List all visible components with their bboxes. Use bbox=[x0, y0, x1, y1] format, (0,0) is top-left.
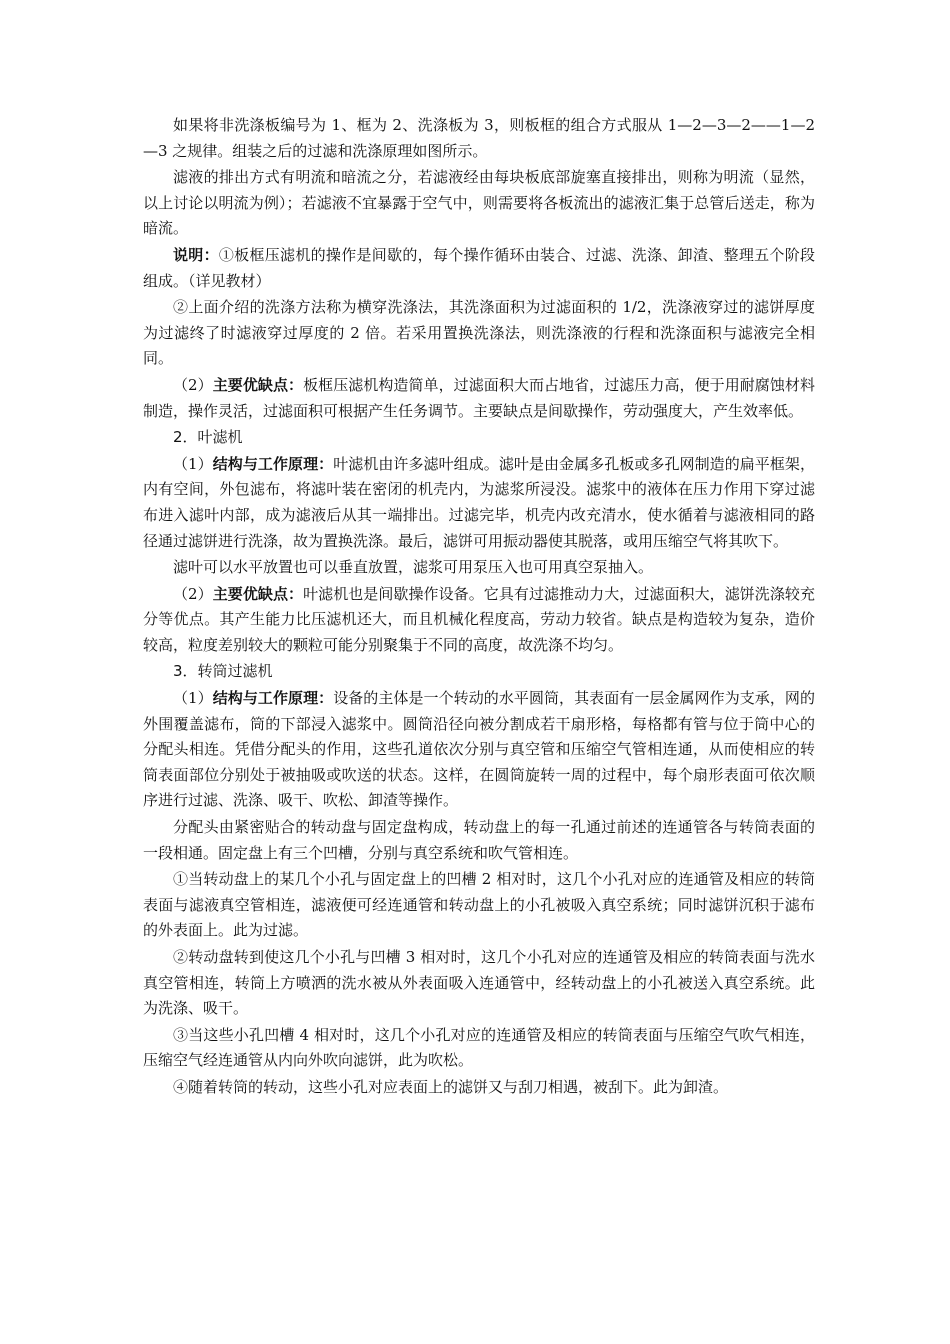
structure-label: 结构与工作原理： bbox=[212, 689, 334, 708]
item-number: （1） bbox=[173, 689, 213, 708]
paragraph-washing-method: ②上面介绍的洗涤方法称为横穿洗涤法，其洗涤面积为过滤面积的 1/2，洗涤液穿过的滤饼厚度为过滤终了时滤液穿过厚度的 2 倍。若采用置换洗涤法，则洗涤液的行程和洗涤面积与滤液完全相同。 bbox=[143, 298, 815, 368]
paragraph-plate-numbering: 如果将非洗涤板编号为 1、框为 2、洗涤板为 3，则板框的组合方式服从 1—2—3—2——1—2—3 之规律。组装之后的过滤和洗涤原理如图所示。 bbox=[143, 116, 815, 160]
paragraph-plate-frame-pros-cons bbox=[143, 373, 815, 424]
note-label: 说明： bbox=[173, 245, 219, 264]
structure-text: 设备的主体是一个转动的水平圆筒，其表面有一层金属网作为支承，网的外围覆盖滤布，筒的下部浸入滤浆中。圆筒沿径向被分割成若干扇形格，每格都有管与位于筒中心的分配头相连。凭借分配头的作用，这些孔道依次分别与真空管和压缩空气管相连通，从而使相应的转筒表面部位分别处于被抽吸或吹送的状态。这样，在圆筒旋转一周的过程中，每个扇形表面可依次顺序进行过滤、洗涤、吸干、吹松、卸渣等操作。 bbox=[143, 689, 815, 810]
paragraph-leaf-placement: 滤叶可以水平放置也可以垂直放置，滤浆可用泵压入也可用真空泵抽入。 bbox=[173, 558, 654, 577]
structure-label: 结构与工作原理： bbox=[212, 454, 334, 473]
item-number: （2） bbox=[173, 375, 213, 394]
paragraph-step-washing: ②转动盘转到使这几个小孔与凹槽 3 相对时，这几个小孔对应的连通管及相应的转筒表面与洗水真空管相连，转筒上方喷洒的洗水被从外表面吸入连通管中，经转动盘上的小孔被送入真空系统。此为洗涤、吸干。 bbox=[143, 948, 815, 1018]
pros-cons-label: 主要优缺点： bbox=[212, 584, 304, 603]
paragraph-note-operation bbox=[143, 243, 815, 294]
paragraph-filtrate-discharge: 滤液的排出方式有明流和暗流之分，若滤液经由每块板底部旋塞直接排出，则称为明流（显然，以上讨论以明流为例）；若滤液不宜暴露于空气中，则需要将各板流出的滤液汇集于总管后送走，称为暗流。 bbox=[143, 168, 815, 238]
pros-cons-text: 叶滤机也是间歇操作设备。它具有过滤推动力大，过滤面积大，滤饼洗涤较充分等优点。其产生能力比压滤机还大，而且机械化程度高，劳动力较省。缺点是构造较为复杂，造价较高，粒度差别较大的颗粒可能分别聚集于不同的高度，故洗涤不均匀。 bbox=[143, 584, 815, 654]
document-page bbox=[143, 113, 815, 1101]
paragraph-distributor-head: 分配头由紧密贴合的转动盘与固定盘构成，转动盘上的每一孔通过前述的连通管各与转筒表面的一段相通。固定盘上有三个凹槽，分别与真空系统和吹气管相连。 bbox=[143, 818, 815, 862]
paragraph-leaf-filter-structure bbox=[143, 452, 815, 554]
paragraph-drum-filter-structure bbox=[143, 686, 815, 814]
item-number: （1） bbox=[173, 454, 213, 473]
paragraph-step-filtration: ①当转动盘上的某几个小孔与固定盘上的凹槽 2 相对时，这几个小孔对应的连通管及相应的转筒表面与滤液真空管相连，滤液便可经连通管和转动盘上的小孔被吸入真空系统；同时滤饼沉积于滤布的外表面上。此为过滤。 bbox=[143, 870, 815, 940]
paragraph-step-blowing: ③当这些小孔凹槽 4 相对时，这几个小孔对应的连通管及相应的转筒表面与压缩空气吹气相连，压缩空气经连通管从内向外吹向滤饼，此为吹松。 bbox=[143, 1025, 815, 1070]
pros-cons-text: 板框压滤机构造简单，过滤面积大而占地省，过滤压力高，便于用耐腐蚀材料制造，操作灵活，过滤面积可根据产生任务调节。主要缺点是间歇操作，劳动强度大，产生效率低。 bbox=[143, 375, 815, 420]
paragraph-leaf-filter-pros-cons bbox=[143, 582, 815, 659]
pros-cons-label: 主要优缺点： bbox=[212, 375, 304, 394]
item-number: （2） bbox=[173, 584, 213, 603]
section-heading-drum-filter: 3．转筒过滤机 bbox=[173, 662, 273, 681]
paragraph-step-discharge: ④随着转筒的转动，这些小孔对应表面上的滤饼又与刮刀相遇，被刮下。此为卸渣。 bbox=[173, 1077, 729, 1096]
structure-text: 叶滤机由许多滤叶组成。滤叶是由金属多孔板或多孔网制造的扁平框架，内有空间，外包滤布，将滤叶装在密闭的机壳内，为滤浆所浸没。滤浆中的液体在压力作用下穿过滤布进入滤叶内部，成为滤液后从其一端排出。过滤完毕，机壳内改充清水，使水循着与滤液相同的路径通过滤饼进行洗涤，故为置换洗涤。最后，滤饼可用振动器使其脱落，或用压缩空气将其吹下。 bbox=[143, 454, 815, 550]
section-heading-leaf-filter: 2．叶滤机 bbox=[173, 428, 243, 447]
note-text: ①板框压滤机的操作是间歇的，每个操作循环由装合、过滤、洗涤、卸渣、整理五个阶段组成。（详见教材） bbox=[143, 245, 815, 290]
